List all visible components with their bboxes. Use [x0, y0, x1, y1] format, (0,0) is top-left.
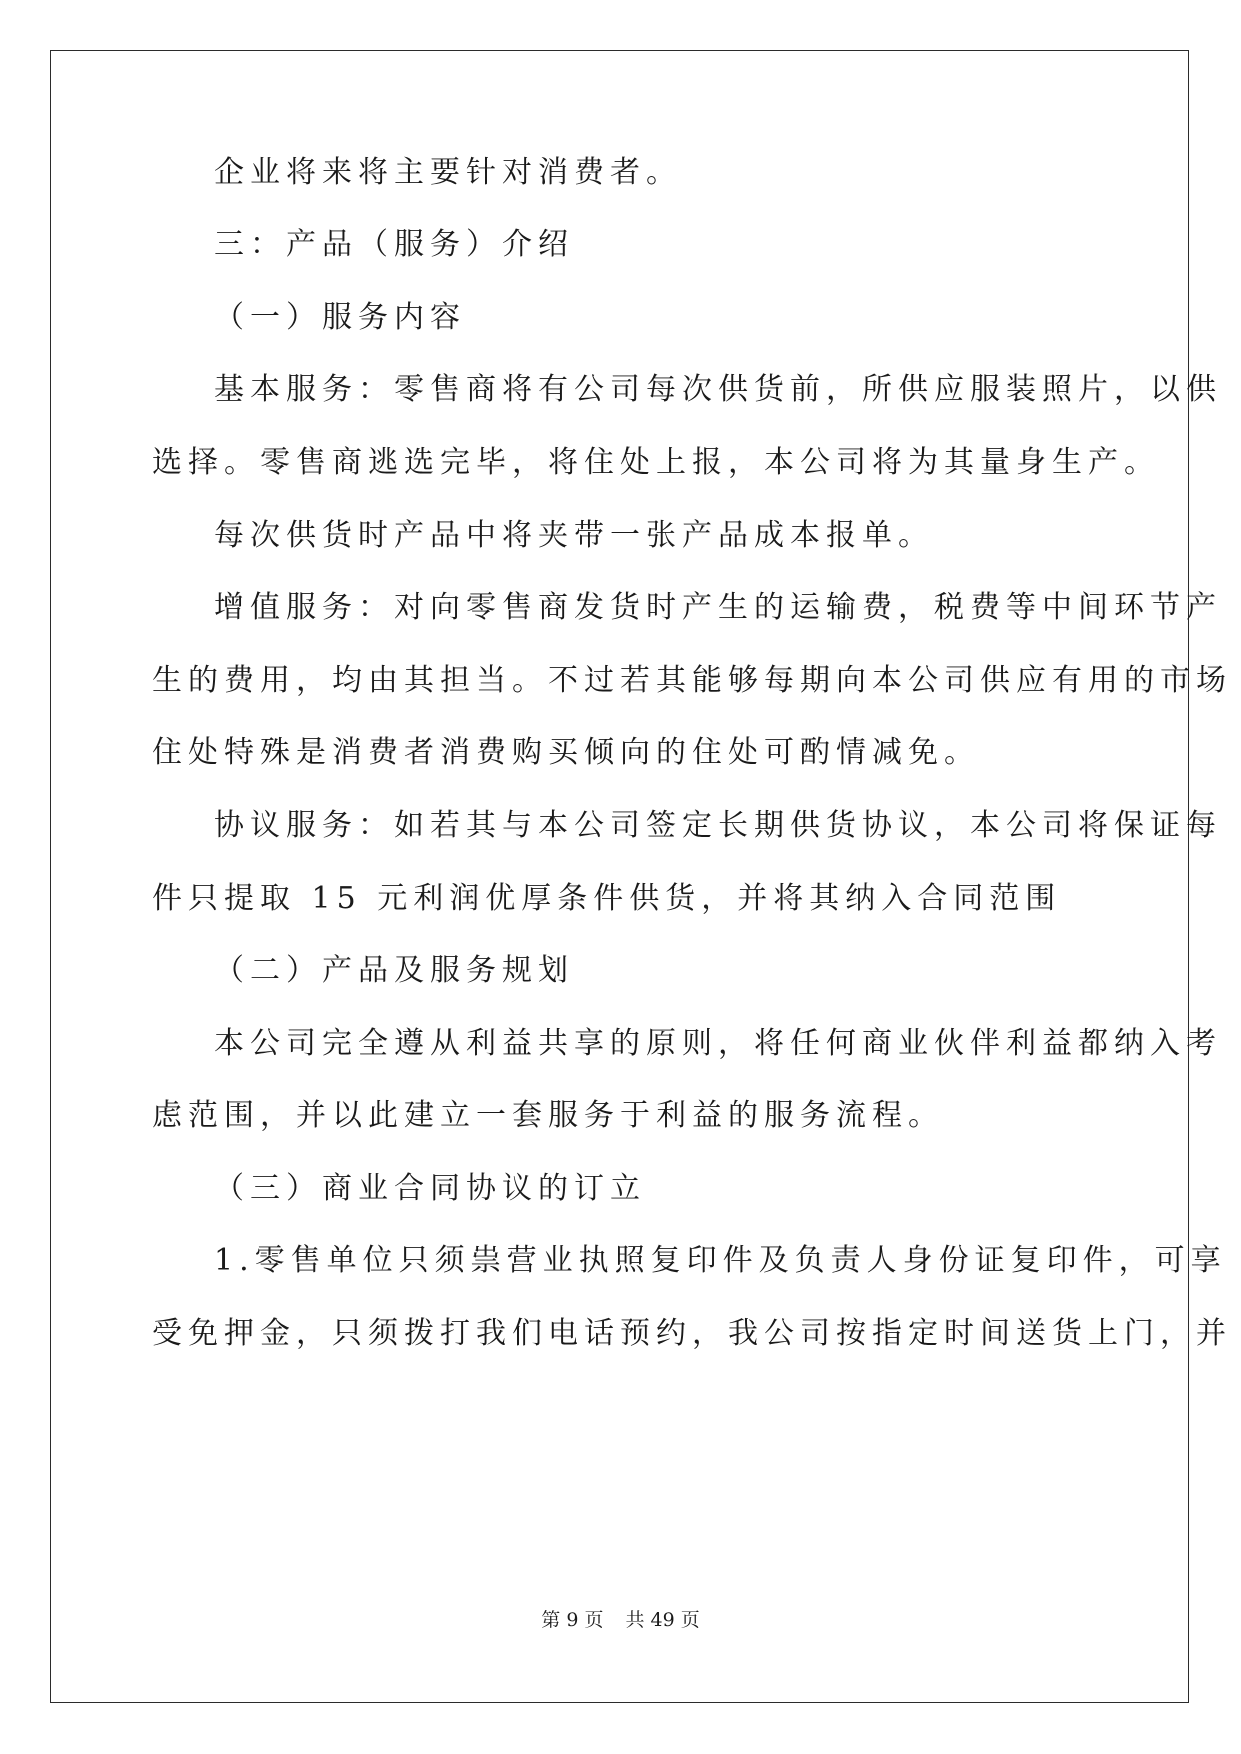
subsection-heading: （三）商业合同协议的订立 — [214, 1171, 646, 1206]
paragraph-line: 受免押金，只须拨打我们电话预约，我公司按指定时间送货上门，并 — [152, 1316, 1232, 1351]
paragraph-line: 件只提取 15 元利润优厚条件供货，并将其纳入合同范围 — [152, 881, 1062, 916]
paragraph-line: 每次供货时产品中将夹带一张产品成本报单。 — [214, 518, 934, 553]
subsection-heading: （二）产品及服务规划 — [214, 953, 574, 988]
paragraph-line: 虑范围，并以此建立一套服务于利益的服务流程。 — [152, 1098, 944, 1133]
paragraph-line: 1.零售单位只须祟营业执照复印件及负责人身份证复印件，可享 — [214, 1243, 1227, 1278]
paragraph-line: 基本服务：零售商将有公司每次供货前，所供应服装照片，以供 — [214, 372, 1222, 407]
page-number: 第 9 页 — [541, 1609, 604, 1631]
subsection-heading: （一）服务内容 — [214, 300, 466, 335]
paragraph-line: 协议服务：如若其与本公司签定长期供货协议，本公司将保证每 — [214, 808, 1222, 843]
paragraph-line: 住处特殊是消费者消费购买倾向的住处可酌情减免。 — [152, 735, 980, 770]
paragraph-line: 本公司完全遵从利益共享的原则，将任何商业伙伴利益都纳入考 — [214, 1026, 1222, 1061]
page-footer — [0, 1608, 1241, 1632]
paragraph-line: 企业将来将主要针对消费者。 — [214, 155, 682, 190]
paragraph-line: 选择。零售商逃选完毕，将住处上报，本公司将为其量身生产。 — [152, 445, 1160, 480]
paragraph-line: 增值服务：对向零售商发货时产生的运输费，税费等中间环节产 — [214, 590, 1222, 625]
paragraph-line: 生的费用，均由其担当。不过若其能够每期向本公司供应有用的市场 — [152, 663, 1232, 698]
page-total: 共 49 页 — [625, 1609, 700, 1631]
section-heading: 三：产品（服务）介绍 — [214, 227, 574, 262]
